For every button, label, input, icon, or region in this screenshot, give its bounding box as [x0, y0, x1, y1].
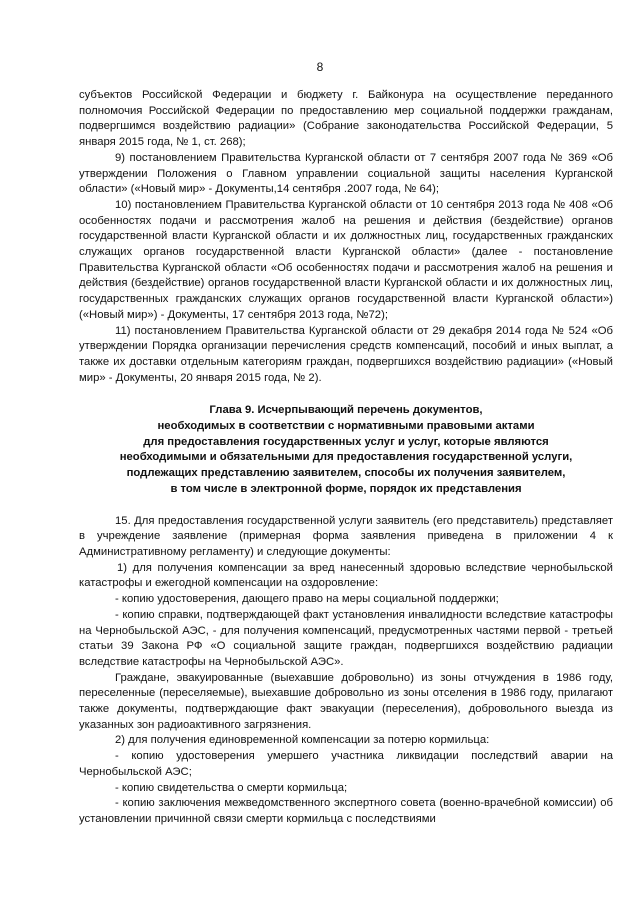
chapter-heading-line: для предоставления государственных услуг и услуг, которые являются	[143, 435, 549, 448]
paragraph: 10) постановлением Правительства Курганской области от 10 сентября 2013 года № 408 «Об особенностях подачи и рассмотрения жалоб на решения и действия (бездействие) органов государственной власти Курганской области и их должностных лиц, государственных гражданских служащих органов государственной власти Курганской области» (далее - постановление Правительства Курганской области «Об особенностях подачи и рассмотрения жалоб на решения и действия (бездействие) органов государственной власти Курганской области и их должностных лиц, государственных гражданских служащих органов государственной власти Курганской области») («Новый мир») - Документы, 17 сентября 2013 года, №72);	[79, 198, 613, 321]
paragraph: 11) постановлением Правительства Курганской области от 29 декабря 2014 года № 524 «Об утверждении Порядка организации перечисления средств компенсаций, пособий и иных выплат, а также их доставки отдельным категориям граждан, подвергшихся воздействию радиации» («Новый мир» - Документы, 20 января 2015 года, № 2).	[79, 324, 613, 384]
chapter-heading	[79, 403, 613, 497]
chapter-heading-line: в том числе в электронной форме, порядок их представления	[170, 482, 522, 495]
list-item: - копию удостоверения, дающего право на меры социальной поддержки;	[115, 593, 499, 606]
paragraph: Граждане, эвакуированные (выехавшие добровольно) из зоны отчуждения в 1986 году, переселенные (переселяемые), выехавшие добровольно из зоны отселения в 1986 году, прилагают также документы, подтверждающие факт эвакуации (переселения), добровольного выезда из указанных зон радиоактивного загрязнения.	[79, 671, 613, 731]
chapter-heading-line: необходимых в соответствии с нормативными правовыми актами	[157, 420, 535, 433]
chapter-heading-line: подлежащих представлению заявителем, способы их получения заявителем,	[126, 467, 566, 480]
paragraph: 2) для получения единовременной компенсации за потерю кормильца:	[115, 734, 490, 747]
list-item: - копию заключения межведомственного экспертного совета (военно-врачебной комиссии) об установлении причинной связи смерти кормильца с последствиями	[79, 797, 613, 825]
paragraph: 9) постановлением Правительства Курганской области от 7 сентября 2007 года № 369 «Об утверждении Положения о Главном управлении социальной защиты населения Курганской области» («Новый мир» - Документы,14 сентября .2007 года, № 64);	[79, 151, 613, 196]
document-body	[79, 88, 613, 828]
list-item: - копию справки, подтверждающей факт установления инвалидности вследствие катастрофы на Чернобыльской АЭС, - для получения компенсаций, предусмотренных частями первой - третьей статьи 39 Закона РФ «О социальной защите граждан, подвергшихся воздействию радиации вследствие катастрофы на Чернобыльской АЭС».	[79, 608, 613, 668]
paragraph: 15. Для предоставления государственной услуги заявитель (его представитель) представляет в учреждение заявление (примерная форма заявления приведена в приложении 4 к Административному регламенту) и следующие документы:	[79, 514, 613, 558]
list-item: - копию свидетельства о смерти кормильца;	[115, 781, 348, 794]
page-number: 8	[316, 60, 324, 74]
chapter-heading-line: необходимыми и обязательными для предоставления государственной услуги,	[119, 451, 573, 464]
paragraph: субъектов Российской Федерации и бюджету г. Байконура на осуществление переданного полномочия Российской Федерации по предоставлению мер социальной поддержки гражданам, подвергшимся воздействию радиации» (Собрание законодательства Российской Федерации, 5 января 2015 года, № 1, ст. 268);	[79, 89, 613, 149]
paragraph: 1) для получения компенсации за вред нанесенный здоровью вследствие чернобыльской катастрофы и ежегодной компенсации на оздоровление:	[79, 561, 613, 590]
chapter-heading-line: Глава 9. Исчерпывающий перечень документов,	[209, 404, 483, 417]
list-item: - копию удостоверения умершего участника ликвидации последствий аварии на Чернобыльской АЭС;	[79, 750, 613, 778]
